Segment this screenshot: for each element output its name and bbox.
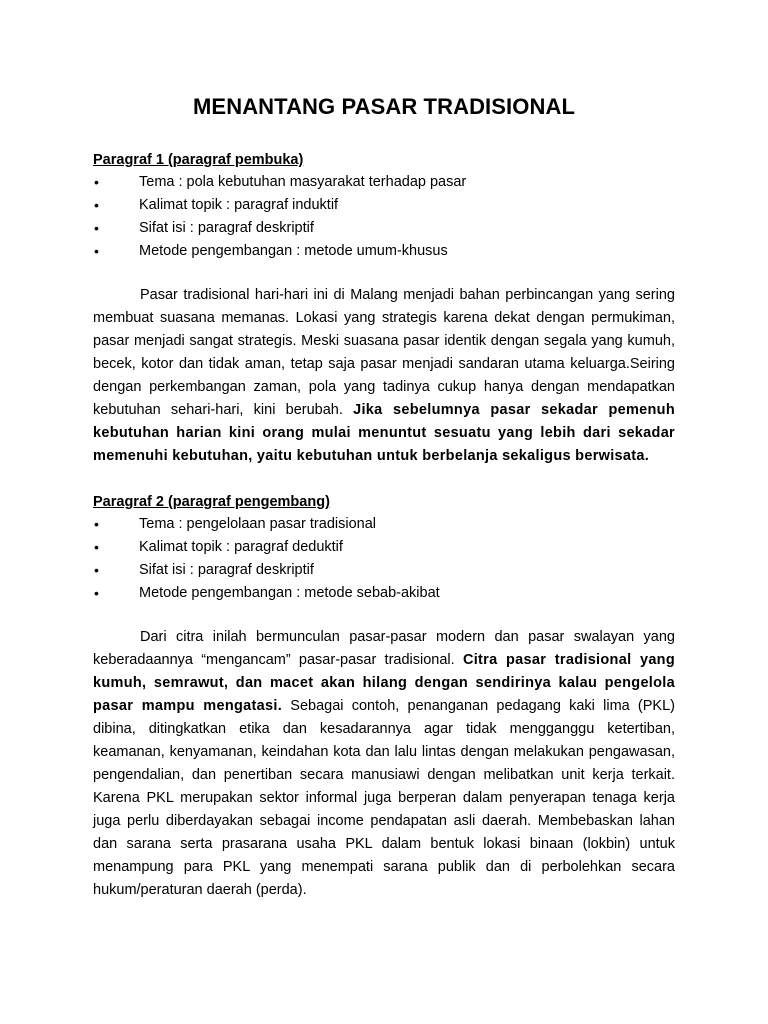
bullet-icon: • <box>94 220 99 236</box>
list-item <box>93 240 675 263</box>
paragraph-text: Pasar tradisional hari-hari ini di Malang menjadi bahan perbincangan yang sering membuat suasana memanas. Lokasi yang strategis karena dekat dengan permukiman, pasar menjadi sangat strategis. Meski suasana pasar identik dengan segala yang kumuh, becek, kotor dan tidak aman, tetap saja pasar menjadi sandaran utama keluarga.Seiring dengan perkembangan zaman, pola yang tadinya cukup hanya dengan mendapatkan kebutuhan sehari-hari, kini berubah. <box>93 287 675 418</box>
document-title: MENANTANG PASAR TRADISIONAL <box>193 94 575 119</box>
bullet-icon: • <box>94 516 99 532</box>
section-1-heading: Paragraf 1 (paragraf pembuka) <box>93 152 304 168</box>
paragraph-bold-text: Jika sebelumnya pasar sekadar pemenuh kebutuhan harian kini orang mulai menuntut sesuatu yang lebih dari sekadar memenuhi kebutuhan, yaitu kebutuhan untuk berbelanja sekaligus berwisata. <box>93 402 675 464</box>
section-1-outline <box>93 149 675 263</box>
list-item <box>93 194 675 217</box>
list-item-text: Kalimat topik : paragraf induktif <box>139 197 339 213</box>
section-1-bullet-list <box>93 171 675 263</box>
bullet-icon: • <box>94 585 99 601</box>
section-2-bullet-list <box>93 513 675 605</box>
section-2-paragraph <box>93 626 675 902</box>
list-item-text: Metode pengembangan : metode sebab-akibat <box>139 585 440 601</box>
bullet-icon: • <box>94 243 99 259</box>
list-item-text: Sifat isi : paragraf deskriptif <box>139 562 314 578</box>
section-1-paragraph <box>93 284 675 468</box>
list-item <box>93 217 675 240</box>
bullet-icon: • <box>94 197 99 213</box>
list-item <box>93 582 675 605</box>
list-item-text: Kalimat topik : paragraf deduktif <box>139 539 343 555</box>
section-2-outline <box>93 491 675 605</box>
paragraph-text: Sebagai contoh, penanganan pedagang kaki lima (PKL) dibina, ditingkatkan etika dan kesadarannya agar tidak mengganggu ketertiban, keamanan, kenyamanan, keindahan kota dan lalu lintas dengan melakukan pengawasan, pengendalian, dan penertiban secara manusiawi dengan melibatkan unit kerja terkait. Karena PKL merupakan sektor informal juga berperan dalam penyerapan tenaga kerja juga perlu diberdayakan sebagai income pendapatan asli daerah. Membebaskan lahan dan sarana serta prasarana usaha PKL dalam bentuk lokasi binaan (lokbin) untuk menampung para PKL yang menempati sarana publik dan di perbolehkan secara hukum/peraturan daerah (perda). <box>93 698 675 898</box>
list-item-text: Metode pengembangan : metode umum-khusus <box>139 243 448 259</box>
list-item-text: Tema : pola kebutuhan masyarakat terhadap pasar <box>139 174 467 190</box>
list-item <box>93 171 675 194</box>
list-item <box>93 559 675 582</box>
bullet-icon: • <box>94 562 99 578</box>
bullet-icon: • <box>94 539 99 555</box>
bullet-icon: • <box>94 174 99 190</box>
list-item <box>93 513 675 536</box>
list-item-text: Tema : pengelolaan pasar tradisional <box>139 516 376 532</box>
paragraph-text: Dari citra inilah bermunculan pasar-pasar modern dan pasar swalayan yang keberadaannya “mengancam” pasar-pasar tradisional. <box>93 629 675 668</box>
paragraph-bold-text: Citra pasar tradisional yang kumuh, semrawut, dan macet akan hilang dengan sendirinya kalau pengelola pasar mampu mengatasi. <box>93 652 675 714</box>
list-item-text: Sifat isi : paragraf deskriptif <box>139 220 314 236</box>
section-2-heading: Paragraf 2 (paragraf pengembang) <box>93 494 330 510</box>
list-item <box>93 536 675 559</box>
